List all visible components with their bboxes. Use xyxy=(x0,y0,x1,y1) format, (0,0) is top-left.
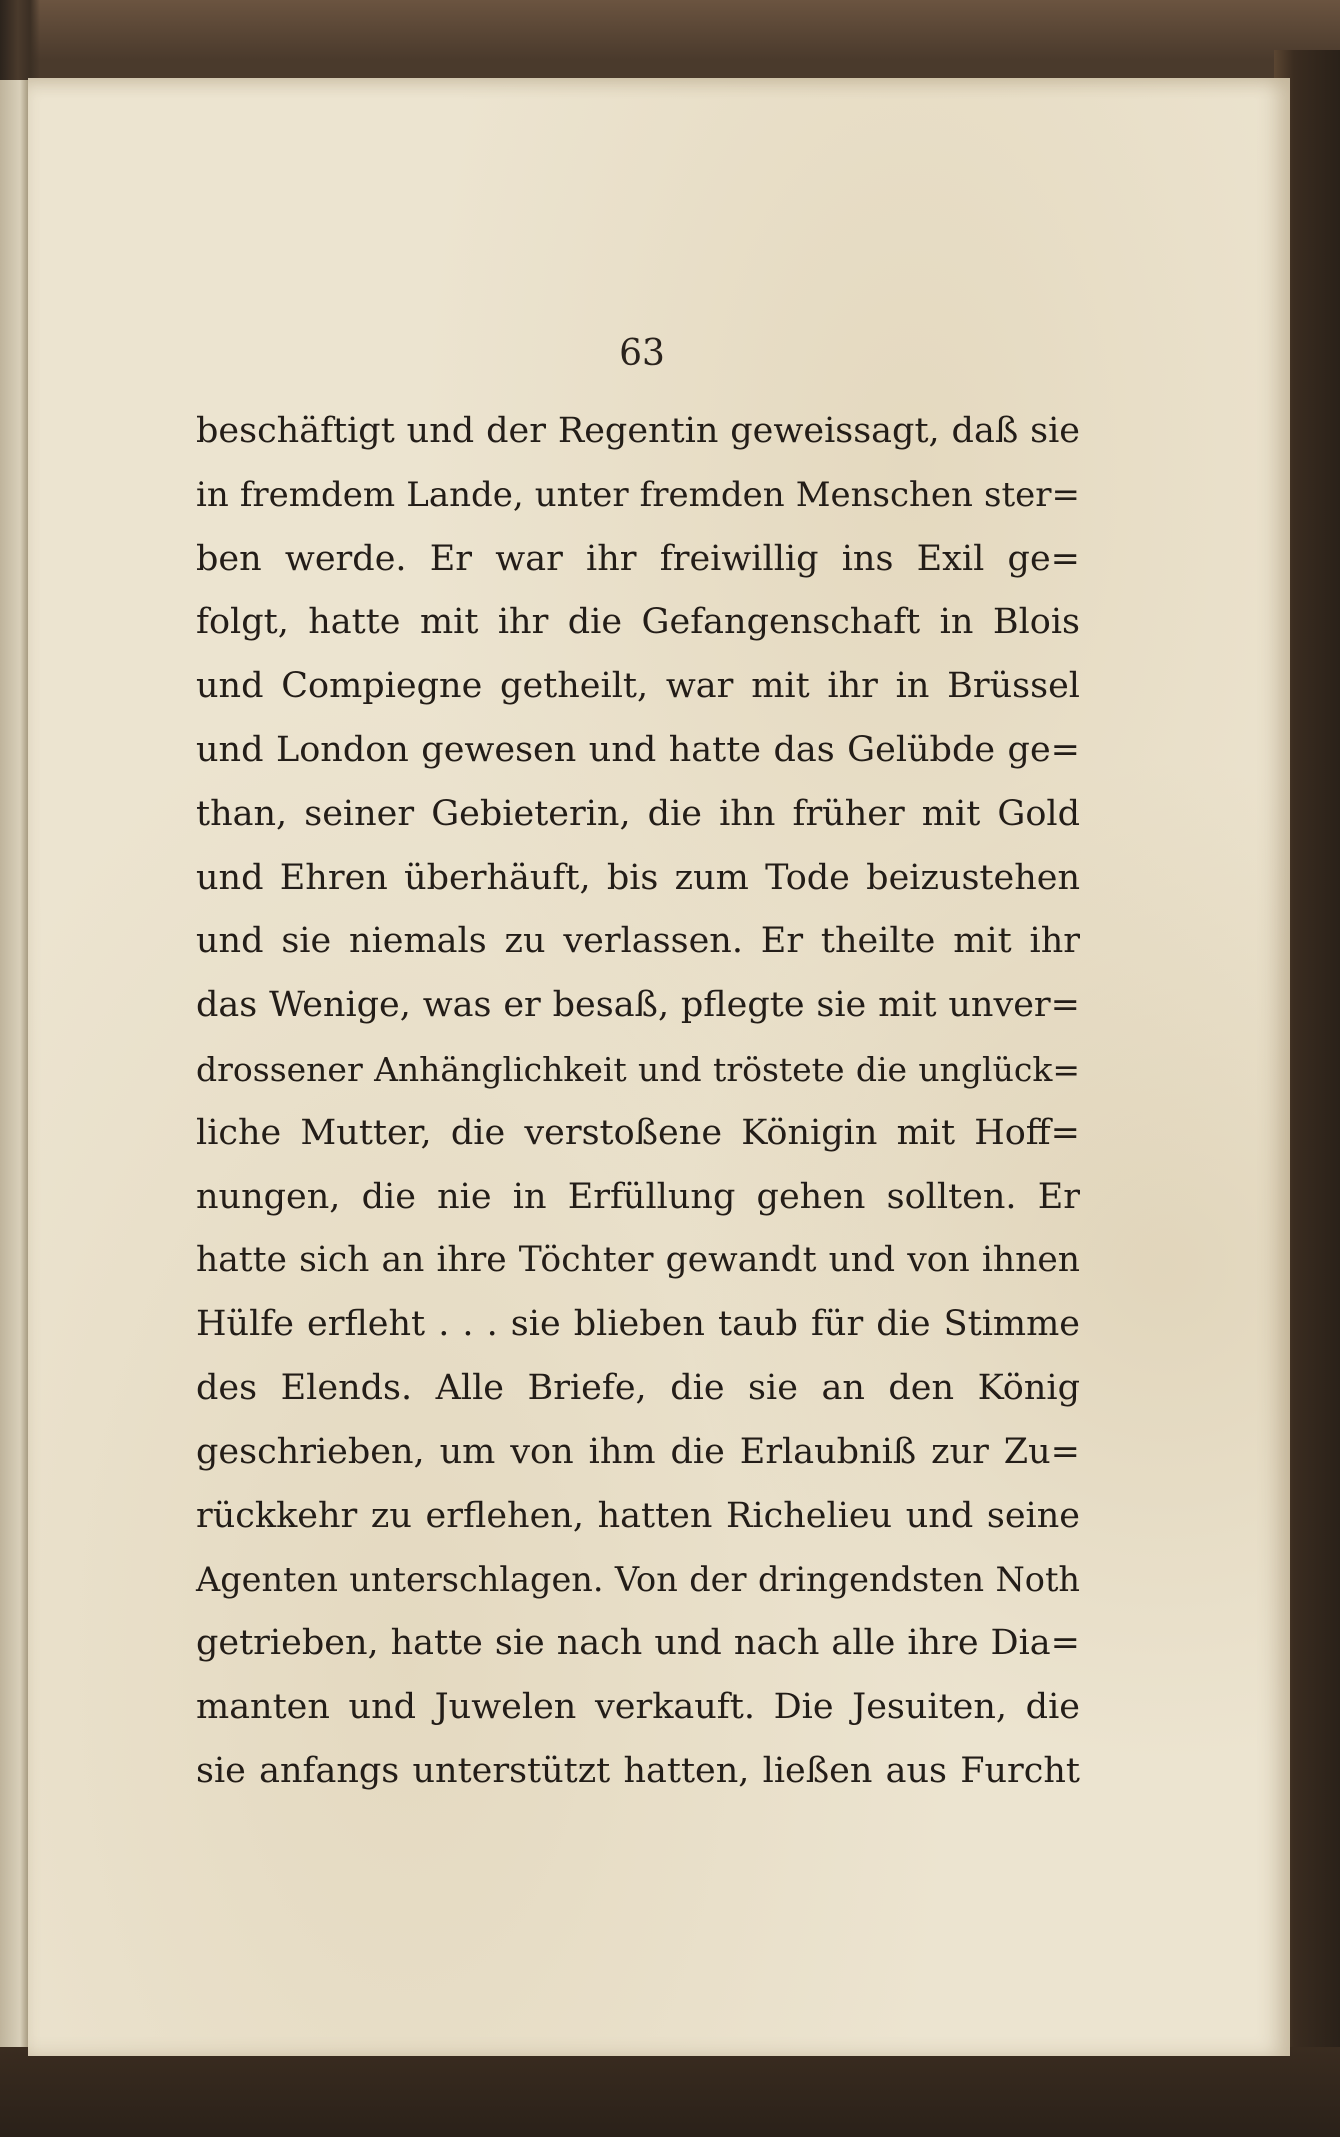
text-line: than, seiner Gebieterin, die ihn früher mit Gold xyxy=(196,793,1080,834)
text-line: und London gewesen und hatte das Gelübde ge= xyxy=(196,729,1080,770)
text-line: und Compiegne getheilt, war mit ihr in Brüssel xyxy=(196,666,1080,707)
text-line: beschäftigt und der Regentin geweissagt, daß sie xyxy=(196,411,1080,451)
text-line: manten und Juwelen verkauft. Die Jesuiten, die xyxy=(196,1686,1080,1727)
text-line: rückkehr zu erflehen, hatten Richelieu und seine xyxy=(196,1495,1080,1536)
text-line: Hülfe erfleht . . . sie blieben taub für die Stimme xyxy=(196,1304,1080,1345)
text-line: geschrieben, um von ihm die Erlaubniß zur Zu= xyxy=(196,1431,1080,1472)
text-line: ben werde. Er war ihr freiwillig ins Exil ge= xyxy=(196,538,1080,579)
text-line: drossener Anhänglichkeit und tröstete die unglück= xyxy=(196,1049,1080,1089)
text-line: in fremdem Lande, unter fremden Menschen ster= xyxy=(196,474,1080,515)
book-page xyxy=(28,78,1290,2056)
text-line: nungen, die nie in Erfüllung gehen sollten. Er xyxy=(196,1176,1080,1217)
text-line: Agenten unterschlagen. Von der dringendsten Noth xyxy=(196,1560,1080,1600)
text-line: des Elends. Alle Briefe, die sie an den König xyxy=(196,1367,1080,1408)
text-line: getrieben, hatte sie nach und nach alle ihre Dia= xyxy=(196,1623,1080,1664)
text-line: hatte sich an ihre Töchter gewandt und von ihnen xyxy=(196,1240,1080,1281)
previous-page-edge xyxy=(0,80,28,2050)
page-number: 63 xyxy=(619,333,665,374)
page-body-text xyxy=(196,400,1080,1804)
book-cover-bottom xyxy=(0,2047,1340,2137)
text-line: folgt, hatte mit ihr die Gefangenschaft in Blois xyxy=(196,602,1080,643)
text-line: das Wenige, was er besaß, pflegte sie mit unver= xyxy=(196,985,1080,1026)
text-line: liche Mutter, die verstoßene Königin mit Hoff= xyxy=(196,1112,1080,1153)
text-line: und sie niemals zu verlassen. Er theilte mit ihr xyxy=(196,921,1080,962)
text-line: sie anfangs unterstützt hatten, ließen aus Furcht xyxy=(196,1750,1080,1791)
text-line: und Ehren überhäuft, bis zum Tode beizustehen xyxy=(196,857,1080,898)
